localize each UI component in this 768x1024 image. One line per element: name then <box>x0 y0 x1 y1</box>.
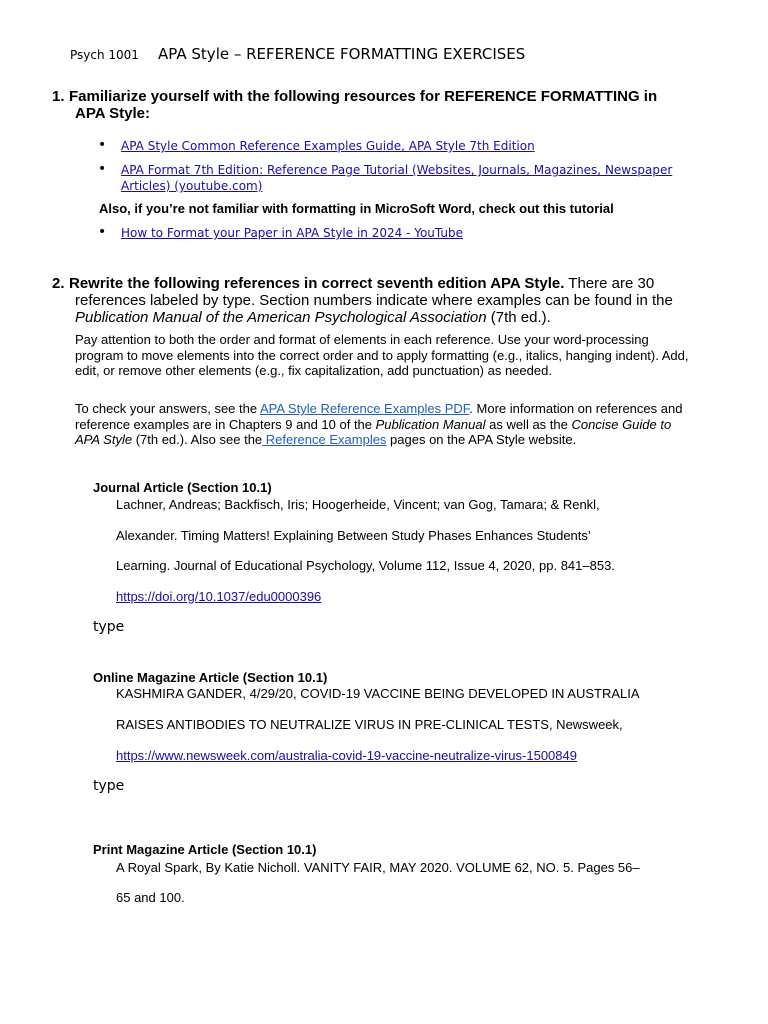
reference-examples-pdf-link[interactable]: APA Style Reference Examples PDF <box>259 401 470 416</box>
journal-doi-link[interactable]: https://doi.org/10.1037/edu0000396 <box>116 589 322 604</box>
online-magazine-heading: Online Magazine Article (Section 10.1) <box>93 670 328 685</box>
document-header <box>70 44 525 63</box>
question-2-instructions: There are 30 references labeled by type. Section numbers indicate where examples can be found in the <box>75 275 673 309</box>
newsweek-article-link[interactable]: https://www.newsweek.com/australia-covid-19-vaccine-neutralize-virus-1500849 <box>116 748 577 763</box>
journal-doi-line <box>116 589 706 604</box>
online-type-label: type <box>93 778 125 794</box>
question-1-heading <box>52 88 712 122</box>
question-1-number: 1. <box>52 88 65 105</box>
print-reference-line-1: A Royal Spark, By Katie Nicholl. VANITY FAIR, MAY 2020. VOLUME 62, NO. 5. Pages 56– <box>116 860 640 875</box>
word-tutorial-note: Also, if you’re not familiar with formatting in MicroSoft Word, check out this tutorial <box>99 201 614 216</box>
online-reference-line-1: KASHMIRA GANDER, 4/29/20, COVID-19 VACCINE BEING DEVELOPED IN AUSTRALIA <box>116 686 640 701</box>
question-1-text-line2: APA Style: <box>75 105 151 122</box>
resource-link-list <box>96 138 676 202</box>
journal-reference-line-1: Lachner, Andreas; Backfisch, Iris; Hoogerheide, Vincent; van Gog, Tamara; & Renkl, <box>116 497 600 512</box>
journal-reference-line-2: Alexander. Timing Matters! Explaining Between Study Phases Enhances Students’ <box>116 528 591 543</box>
question-2-heading <box>52 275 702 326</box>
formatting-instructions: Pay attention to both the order and format of elements in each reference. Use your word-processing program to move elements into the correct order and to apply formatting (e.g., italics, hanging indent). Add, edit, or remove other elements (e.g., fix capitalization, add punctuation) as needed. <box>75 332 689 378</box>
page-title: APA Style – REFERENCE FORMATTING EXERCISES <box>158 45 526 63</box>
publication-manual-title: Publication Manual of the American Psychological Association <box>75 309 487 326</box>
bullet-icon: • <box>98 161 107 177</box>
list-item <box>96 225 676 241</box>
online-url-line <box>116 748 706 763</box>
tutorial-link-list <box>96 225 676 249</box>
answer-check-paragraph: To check your answers, see the APA Style Reference Examples PDF. More information on references and reference examples are in Chapters 9 and 10 of the Publication Manual as well as the Concise Guide to APA Style (7th ed.). Also see the Reference Examples pages on the APA Style website. <box>75 401 683 447</box>
journal-article-heading: Journal Article (Section 10.1) <box>93 480 272 495</box>
question-2-lead: Rewrite the following references in correct seventh edition APA Style. <box>69 275 565 292</box>
apa-format-youtube-link[interactable]: How to Format your Paper in APA Style in 2024 - YouTube <box>121 226 464 240</box>
bullet-icon: • <box>98 224 107 240</box>
online-reference-line-2: RAISES ANTIBODIES TO NEUTRALIZE VIRUS IN PRE-CLINICAL TESTS, Newsweek, <box>116 717 623 732</box>
list-item <box>96 162 676 194</box>
apa-reference-tutorial-link[interactable]: APA Format 7th Edition: Reference Page Tutorial (Websites, Journals, Magazines, Newspaper Articles) (youtube.com) <box>121 163 673 193</box>
journal-reference-line-3: Learning. Journal of Educational Psychology, Volume 112, Issue 4, 2020, pp. 841–853. <box>116 558 615 573</box>
print-reference-line-2: 65 and 100. <box>116 890 185 905</box>
question-1-text-line1: Familiarize yourself with the following resources for REFERENCE FORMATTING in <box>69 88 658 105</box>
apa-examples-guide-link[interactable]: APA Style Common Reference Examples Guide, APA Style 7th Edition <box>121 139 535 153</box>
question-2-number: 2. <box>52 275 65 292</box>
print-magazine-heading: Print Magazine Article (Section 10.1) <box>93 842 317 857</box>
manual-edition: (7th ed.). <box>486 309 551 326</box>
course-code: Psych 1001 <box>70 48 139 62</box>
reference-examples-link[interactable]: Reference Examples <box>262 432 387 447</box>
bullet-icon: • <box>98 137 107 153</box>
journal-type-label: type <box>93 619 125 635</box>
list-item <box>96 138 676 154</box>
